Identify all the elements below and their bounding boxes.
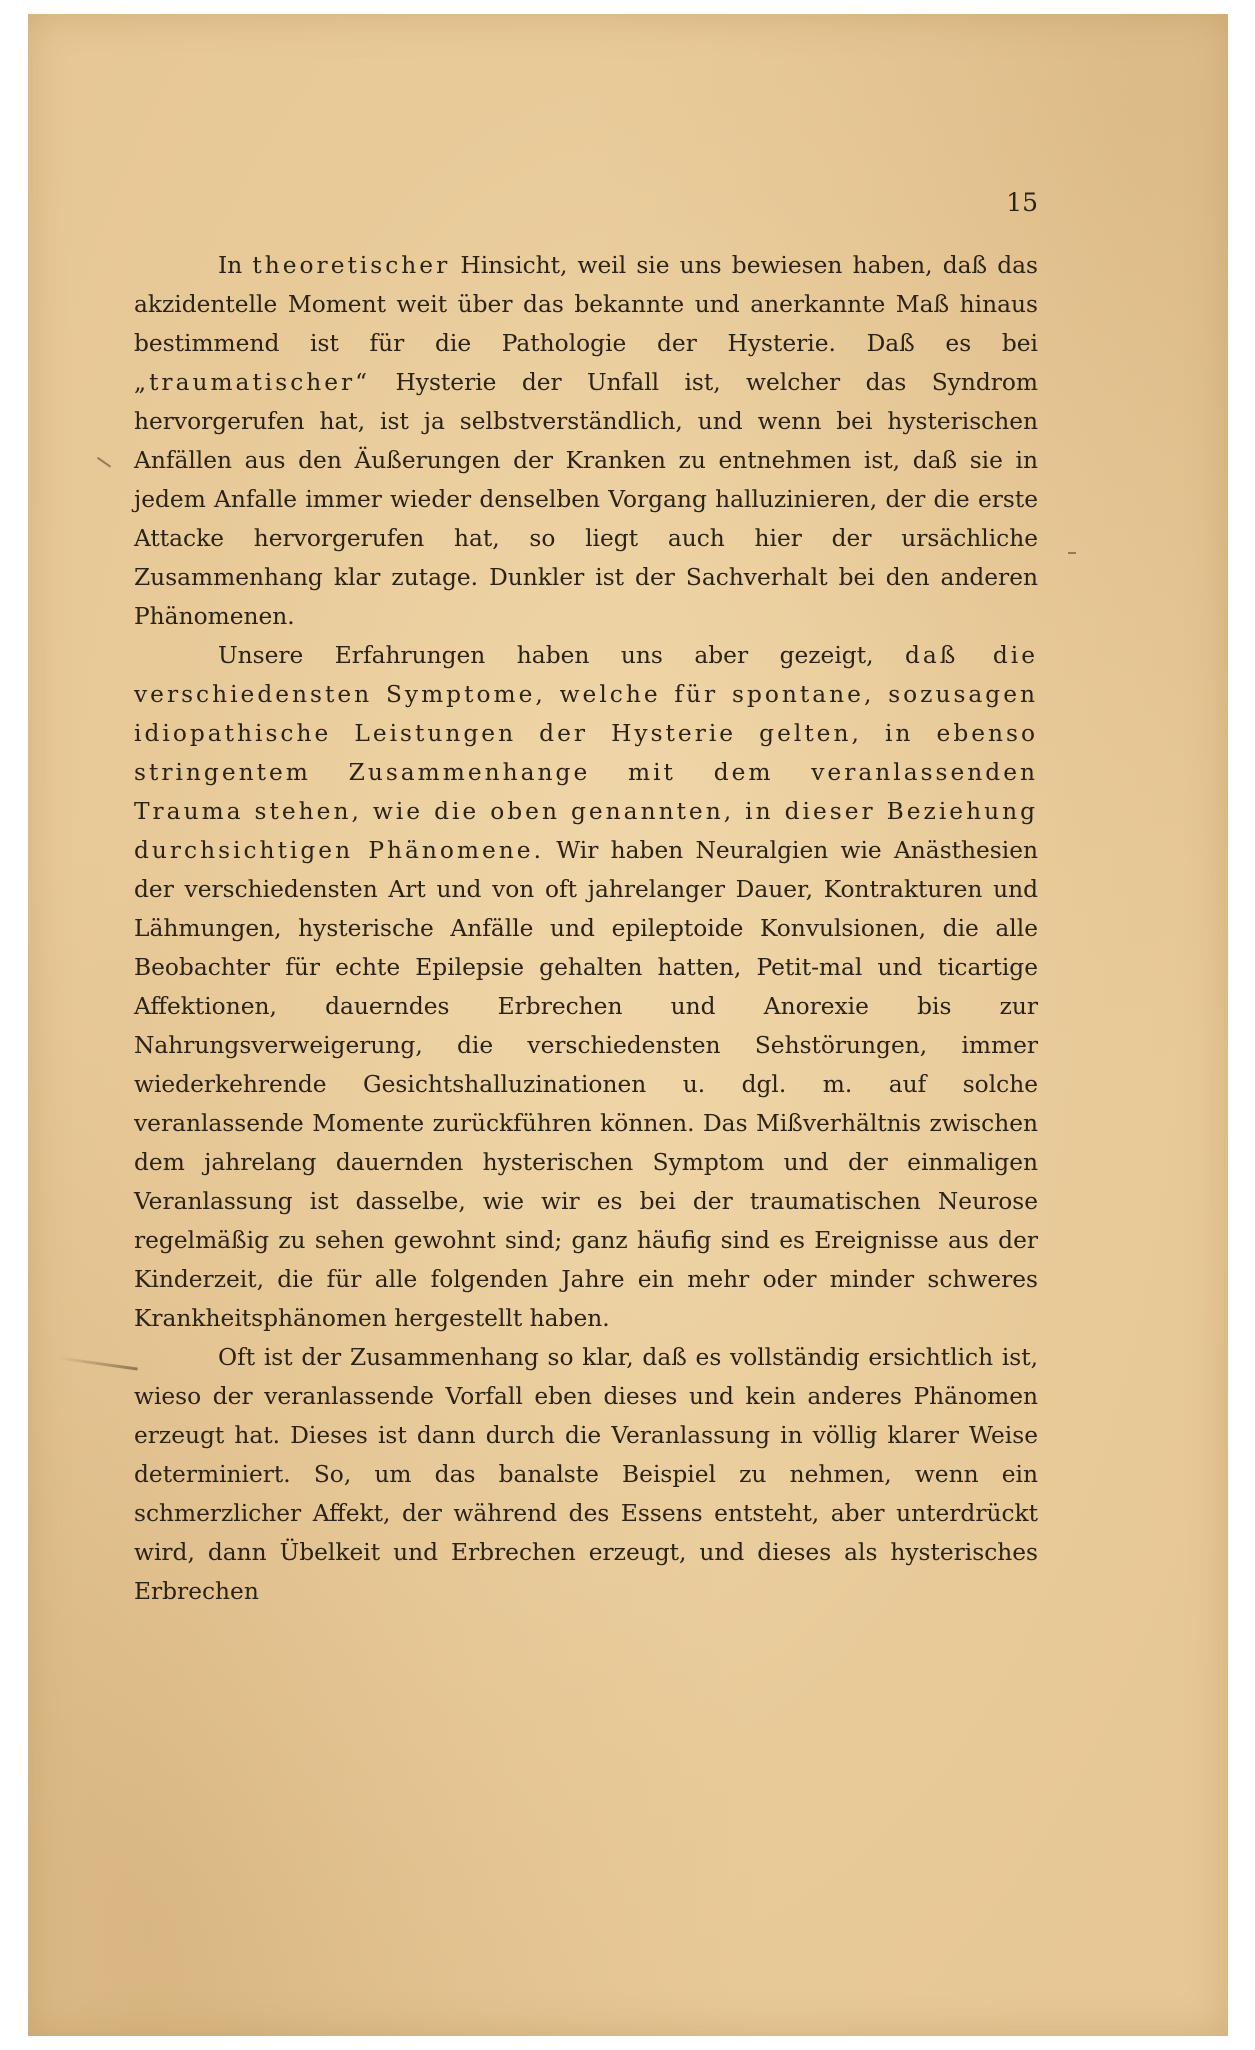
text-run: Hinsicht, weil sie uns bewiesen haben, daß das akzidentelle Moment weit über das bekannte und anerkannte Maß hinaus bestimmend ist für die Pathologie der Hysterie. Daß es bei	[134, 252, 1039, 357]
text-run: Wir haben Neuralgien wie Anästhesien der verschiedensten Art und von oft jahrelanger Dauer, Kontrakturen und Lähmungen, hysterische Anfälle und epileptoide Konvulsionen, die alle Beobachter für echte Epilepsie gehalten hatten, Petit-mal und ticartige Affektionen, dauerndes Erbrechen und Anorexie bis zur Nahrungsverweigerung, die verschiedensten Sehstörungen, immer wiederkehrende Gesichtshalluzinationen u. dgl. m. auf solche veranlassende Momente zurückführen können. Das Mißverhältnis zwischen dem jahrelang dauernden hysterischen Symptom und der einmaligen Veranlassung ist dasselbe, wie wir es bei der traumatischen Neurose regelmäßig zu sehen gewohnt sind; ganz häufig sind es Ereignisse aus der Kinderzeit, die für alle folgenden Jahre ein mehr oder minder schweres Krankheitsphänomen hergestellt haben.	[134, 837, 1038, 1332]
spaced-emphasis: „traumatischer“	[134, 369, 371, 396]
paper-crease	[58, 1356, 138, 1370]
text-run: Hysterie der Unfall ist, welcher das Syndrom hervorgerufen hat, ist ja selbstverständlich, und wenn bei hysterischen Anfällen aus den Äußerungen der Kranken zu entnehmen ist, daß sie in jedem Anfalle immer wieder denselben Vorgang halluzinieren, der die erste Attacke hervorgerufen hat, so liegt auch hier der ursächliche Zusammenhang klar zutage. Dunkler ist der Sachverhalt bei den anderen Phänomenen.	[134, 369, 1038, 630]
book-page	[28, 14, 1228, 2036]
text-run: Unsere Erfahrungen haben uns aber gezeigt,	[218, 642, 905, 669]
margin-mark	[1068, 552, 1076, 554]
text-run: In	[218, 252, 253, 279]
text-run: Oft ist der Zusammenhang so klar, daß es vollständig ersichtlich ist, wieso der veranlassende Vorfall eben dieses und kein anderes Phänomen erzeugt hat. Dieses ist dann durch die Veranlassung in völlig klarer Weise determiniert. So, um das banalste Beispiel zu nehmen, wenn ein schmerzlicher Affekt, der während des Essens entsteht, aber unterdrückt wird, dann Übelkeit und Erbrechen erzeugt, und dieses als hysterisches Erbrechen	[134, 1344, 1038, 1605]
paragraph-1	[134, 246, 1038, 636]
page-number: 15	[1006, 188, 1038, 217]
spaced-emphasis: daß die verschiedensten Symptome, welche für spontane, sozusagen idiopathische Leistungen der Hysterie gelten, in ebenso stringentem Zusammenhange mit dem veranlassenden Trauma stehen, wie die oben genannten, in dieser Beziehung durchsichtigen Phänomene.	[134, 642, 1038, 864]
spaced-emphasis: theoretischer	[252, 252, 451, 279]
margin-mark	[89, 457, 111, 479]
body-text	[134, 246, 1038, 1611]
paragraph-3	[134, 1338, 1038, 1611]
paragraph-2	[134, 636, 1038, 1338]
